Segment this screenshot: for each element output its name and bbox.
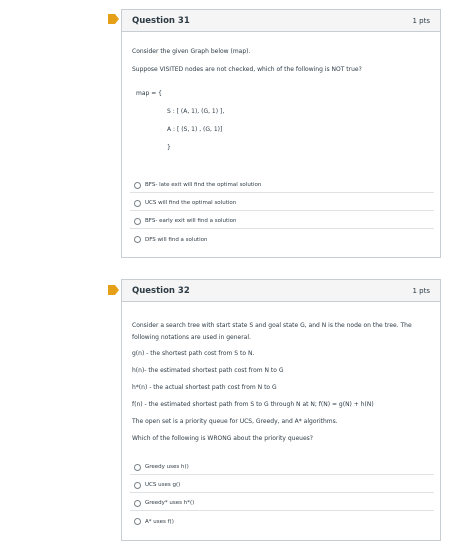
question-text: following notations are used in general.: [132, 334, 251, 341]
question-text: The open set is a priority queue for UCS, Greedy, and A* algorithms.: [132, 418, 338, 425]
answer-label: A* uses f(): [145, 518, 174, 525]
question-text: Consider the given Graph below (map).: [132, 48, 251, 55]
radio-button[interactable]: [134, 200, 141, 207]
answer-option[interactable]: [130, 478, 434, 493]
answer-option[interactable]: [130, 232, 434, 247]
radio-button[interactable]: [134, 500, 141, 507]
question-text: f(n) - the estimated shortest path from S to G through N at N; f(N) = g(N) + h(N): [132, 401, 374, 408]
code-line: map = {: [136, 90, 162, 97]
question-text: Consider a search tree with start state S and goal state G, and N is the node on the tree. The: [132, 322, 412, 329]
question-text: Suppose VISITED nodes are not checked, which of the following is NOT true?: [132, 66, 362, 73]
answer-option[interactable]: [130, 496, 434, 511]
question-text: h*(n) - the actual shortest path cost from N to G: [132, 384, 277, 391]
radio-button[interactable]: [134, 482, 141, 489]
radio-button[interactable]: [134, 518, 141, 525]
radio-button[interactable]: [134, 236, 141, 243]
question-text: h(n)- the estimated shortest path cost from N to G: [132, 367, 284, 374]
question-32-header: [122, 280, 440, 302]
answer-option[interactable]: [130, 178, 434, 193]
answer-label: Greedy uses h(): [145, 464, 189, 470]
question-text: g(n) - the shortest path cost from S to N.: [132, 350, 255, 357]
radio-button[interactable]: [134, 182, 141, 189]
question-32-title: Question 32: [132, 285, 190, 296]
answer-label: BFS- late exit will find the optimal solution: [145, 182, 262, 188]
radio-button[interactable]: [134, 218, 141, 225]
code-line: }: [167, 144, 171, 151]
question-32: [121, 279, 441, 541]
answer-label: UCS uses g(): [145, 482, 181, 488]
answer-label: BFS- early exit will find a solution: [145, 218, 237, 224]
answer-option[interactable]: [130, 514, 434, 529]
answer-option[interactable]: [130, 214, 434, 229]
answer-label: Greedy* uses h*(): [145, 500, 195, 506]
question-32-marker-icon: [108, 285, 119, 295]
answer-option[interactable]: [130, 196, 434, 211]
question-31: [121, 9, 441, 258]
answer-label: DFS will find a solution: [145, 236, 208, 243]
question-31-marker-icon: [108, 14, 119, 24]
answer-label: UCS will find the optimal solution: [145, 200, 237, 206]
radio-button[interactable]: [134, 464, 141, 471]
code-line: A : [ (S, 1) , (G, 1)]: [167, 126, 223, 133]
question-text: Which of the following is WRONG about the priority queues?: [132, 435, 313, 442]
code-line: S : [ (A, 1), (G, 1) ],: [167, 108, 225, 115]
question-32-points: 1 pts: [412, 286, 430, 295]
question-31-header: [122, 10, 440, 32]
answer-option[interactable]: [130, 460, 434, 475]
question-31-points: 1 pts: [412, 16, 430, 25]
question-31-title: Question 31: [132, 15, 190, 26]
